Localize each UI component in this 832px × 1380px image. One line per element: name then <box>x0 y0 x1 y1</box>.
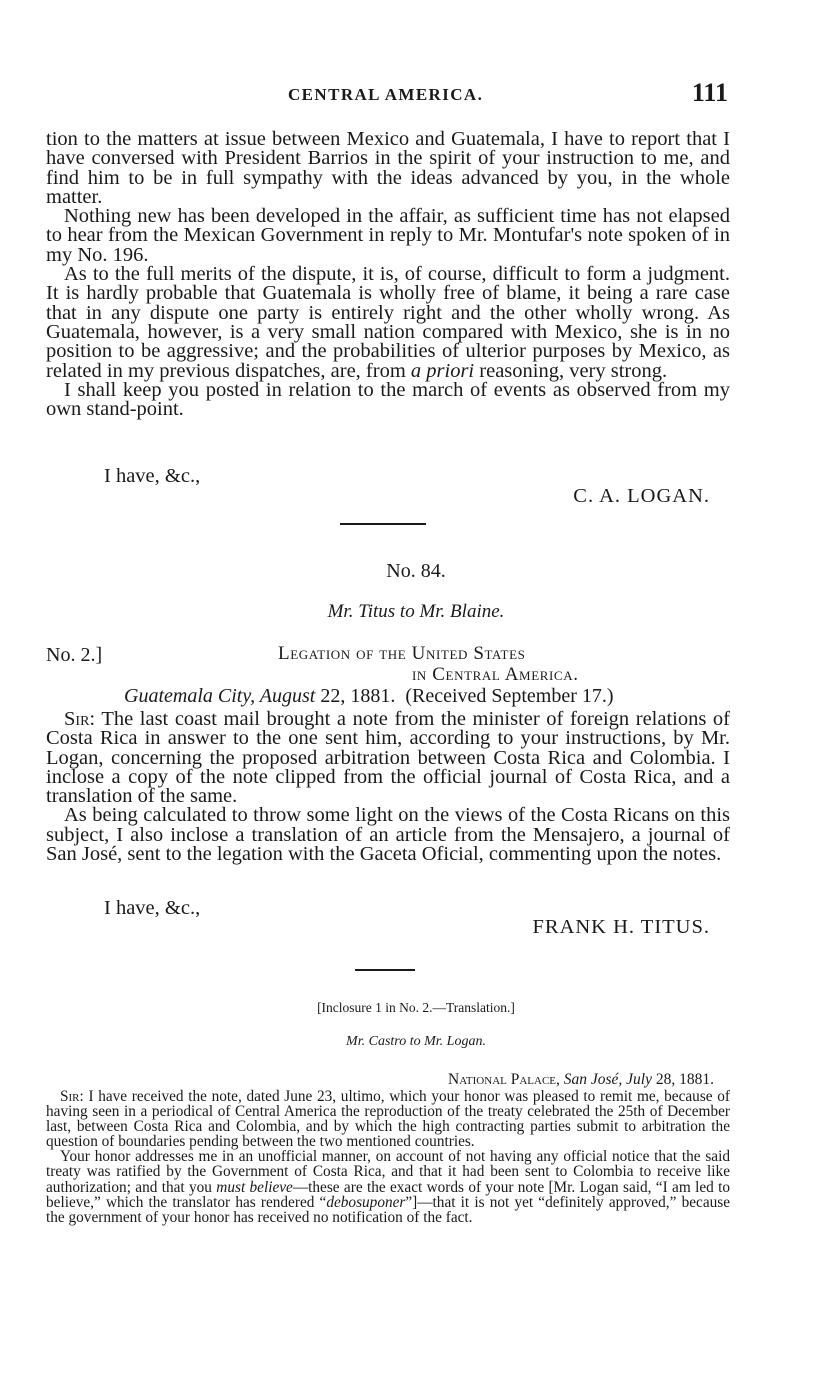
paragraph: tion to the matters at issue between Mexico and Guatemala, I have to report that I have conversed with President Barrios in the spirit of your instruction to me, and find him to be in full sympathy with the ideas advanced by you, in the whole matter. <box>46 128 730 208</box>
text-run: As to the full merits of the dispute, it is, of course, difficult to form a judgment. It is hardly probable that Guatemala is wholly free of blame, it being a rare case that in any dispute one party is entirely right and the other wholly wrong. As Guatemala, however, is a very small nation compared with Mexico, she is in no position to be aggressive; and the probabilities of ulterior purposes by Mexico, as related in my previous dispatches, are, from <box>46 263 730 382</box>
paragraph <box>46 1149 730 1224</box>
text-run: ”]—that it is not yet “definitely approved,” because the government of your honor has received no notification of the fact. <box>46 1193 730 1226</box>
legation-address <box>278 643 579 685</box>
dateline <box>448 1071 714 1089</box>
text-run: 28, 1881. <box>652 1071 714 1088</box>
document-heading: Mr. Titus to Mr. Blaine. <box>327 601 505 622</box>
closing-line: I have, &c., <box>104 897 201 919</box>
legation-line: in Central America. <box>412 664 579 685</box>
text-run: The last coast mail brought a note from the minister of foreign relations of Costa Rica in answer to the one sent him, according to your instructions, by Mr. Logan, concerning the proposed arbitration between Costa Rica and Colombia. I inclose a copy of the note clipped from the official journal of Costa Rica, and a translation of the same. <box>46 708 730 808</box>
text-run: reasoning, very strong. <box>474 359 668 382</box>
italic-text: Guatemala City, August <box>124 685 316 707</box>
text-run: —these are the exact words of your note [Mr. Logan said, “I am led to believe,” which the translator has rendered “ <box>46 1178 730 1211</box>
italic-text: San José, July <box>563 1071 652 1088</box>
inclosure-body <box>46 1089 730 1225</box>
paragraph: Nothing new has been developed in the affair, as sufficient time has not elapsed to hear from the Mexican Government in reply to Mr. Montufar's note spoken of in my No. 196. <box>46 205 730 266</box>
salutation: Sir: <box>60 1088 84 1105</box>
text-run: National Palace, <box>448 1071 560 1088</box>
section-divider <box>355 969 415 971</box>
inclosure-heading: Mr. Castro to Mr. Logan. <box>346 1034 486 1049</box>
paragraph: I shall keep you posted in relation to the march of events as observed from my own stand-point. <box>46 378 730 421</box>
text-run: Your honor addresses me in an unofficial manner, on account of not having any official notice that the said treaty was ratified by the Government of Costa Rica, and that it had been sent to Colombia to receive like authorization; and that you <box>46 1148 730 1196</box>
letter-titus-body <box>46 710 730 864</box>
salutation: Sir: <box>64 708 96 730</box>
running-title: CENTRAL AMERICA. <box>288 85 484 104</box>
paragraph <box>46 710 730 806</box>
italic-text: must believe <box>216 1178 293 1196</box>
italic-text: a priori <box>410 359 475 382</box>
paragraph <box>46 1089 730 1149</box>
signature: C. A. LOGAN. <box>573 485 710 507</box>
inclosure-label: [Inclosure 1 in No. 2.—Translation.] <box>317 1000 515 1015</box>
text-run: 22, 1881. <box>315 685 396 707</box>
document-number: No. 84. <box>386 560 446 582</box>
letter-logan-body <box>46 130 730 419</box>
signature: FRANK H. TITUS. <box>532 916 710 938</box>
legation-line: Legation of the United States <box>278 643 526 664</box>
closing-line: I have, &c., <box>104 465 201 487</box>
paragraph: As being calculated to throw some light on the views of the Costa Ricans on this subject, I also inclose a translation of an article from the Mensajero, a journal of San José, sent to the legation with the Gaceta Oficial, commenting upon the notes. <box>46 804 730 866</box>
page-number: 111 <box>691 78 728 107</box>
dateline <box>124 685 614 708</box>
italic-text: debosuponer <box>326 1193 406 1211</box>
received-note: (Received September 17.) <box>405 685 614 707</box>
paragraph <box>46 265 730 381</box>
dispatch-number: No. 2.] <box>46 644 103 666</box>
section-divider <box>340 523 426 525</box>
text-run: I have received the note, dated June 23, ultimo, which your honor was pleased to remit me, because of having seen in a periodical of Central America the reproduction of the treaty celebrated the 25th of December last, between Costa Rica and Colombia, and by which the high contracting parties submit to arbitration the question of boundaries pending between the two mentioned countries. <box>46 1088 730 1151</box>
